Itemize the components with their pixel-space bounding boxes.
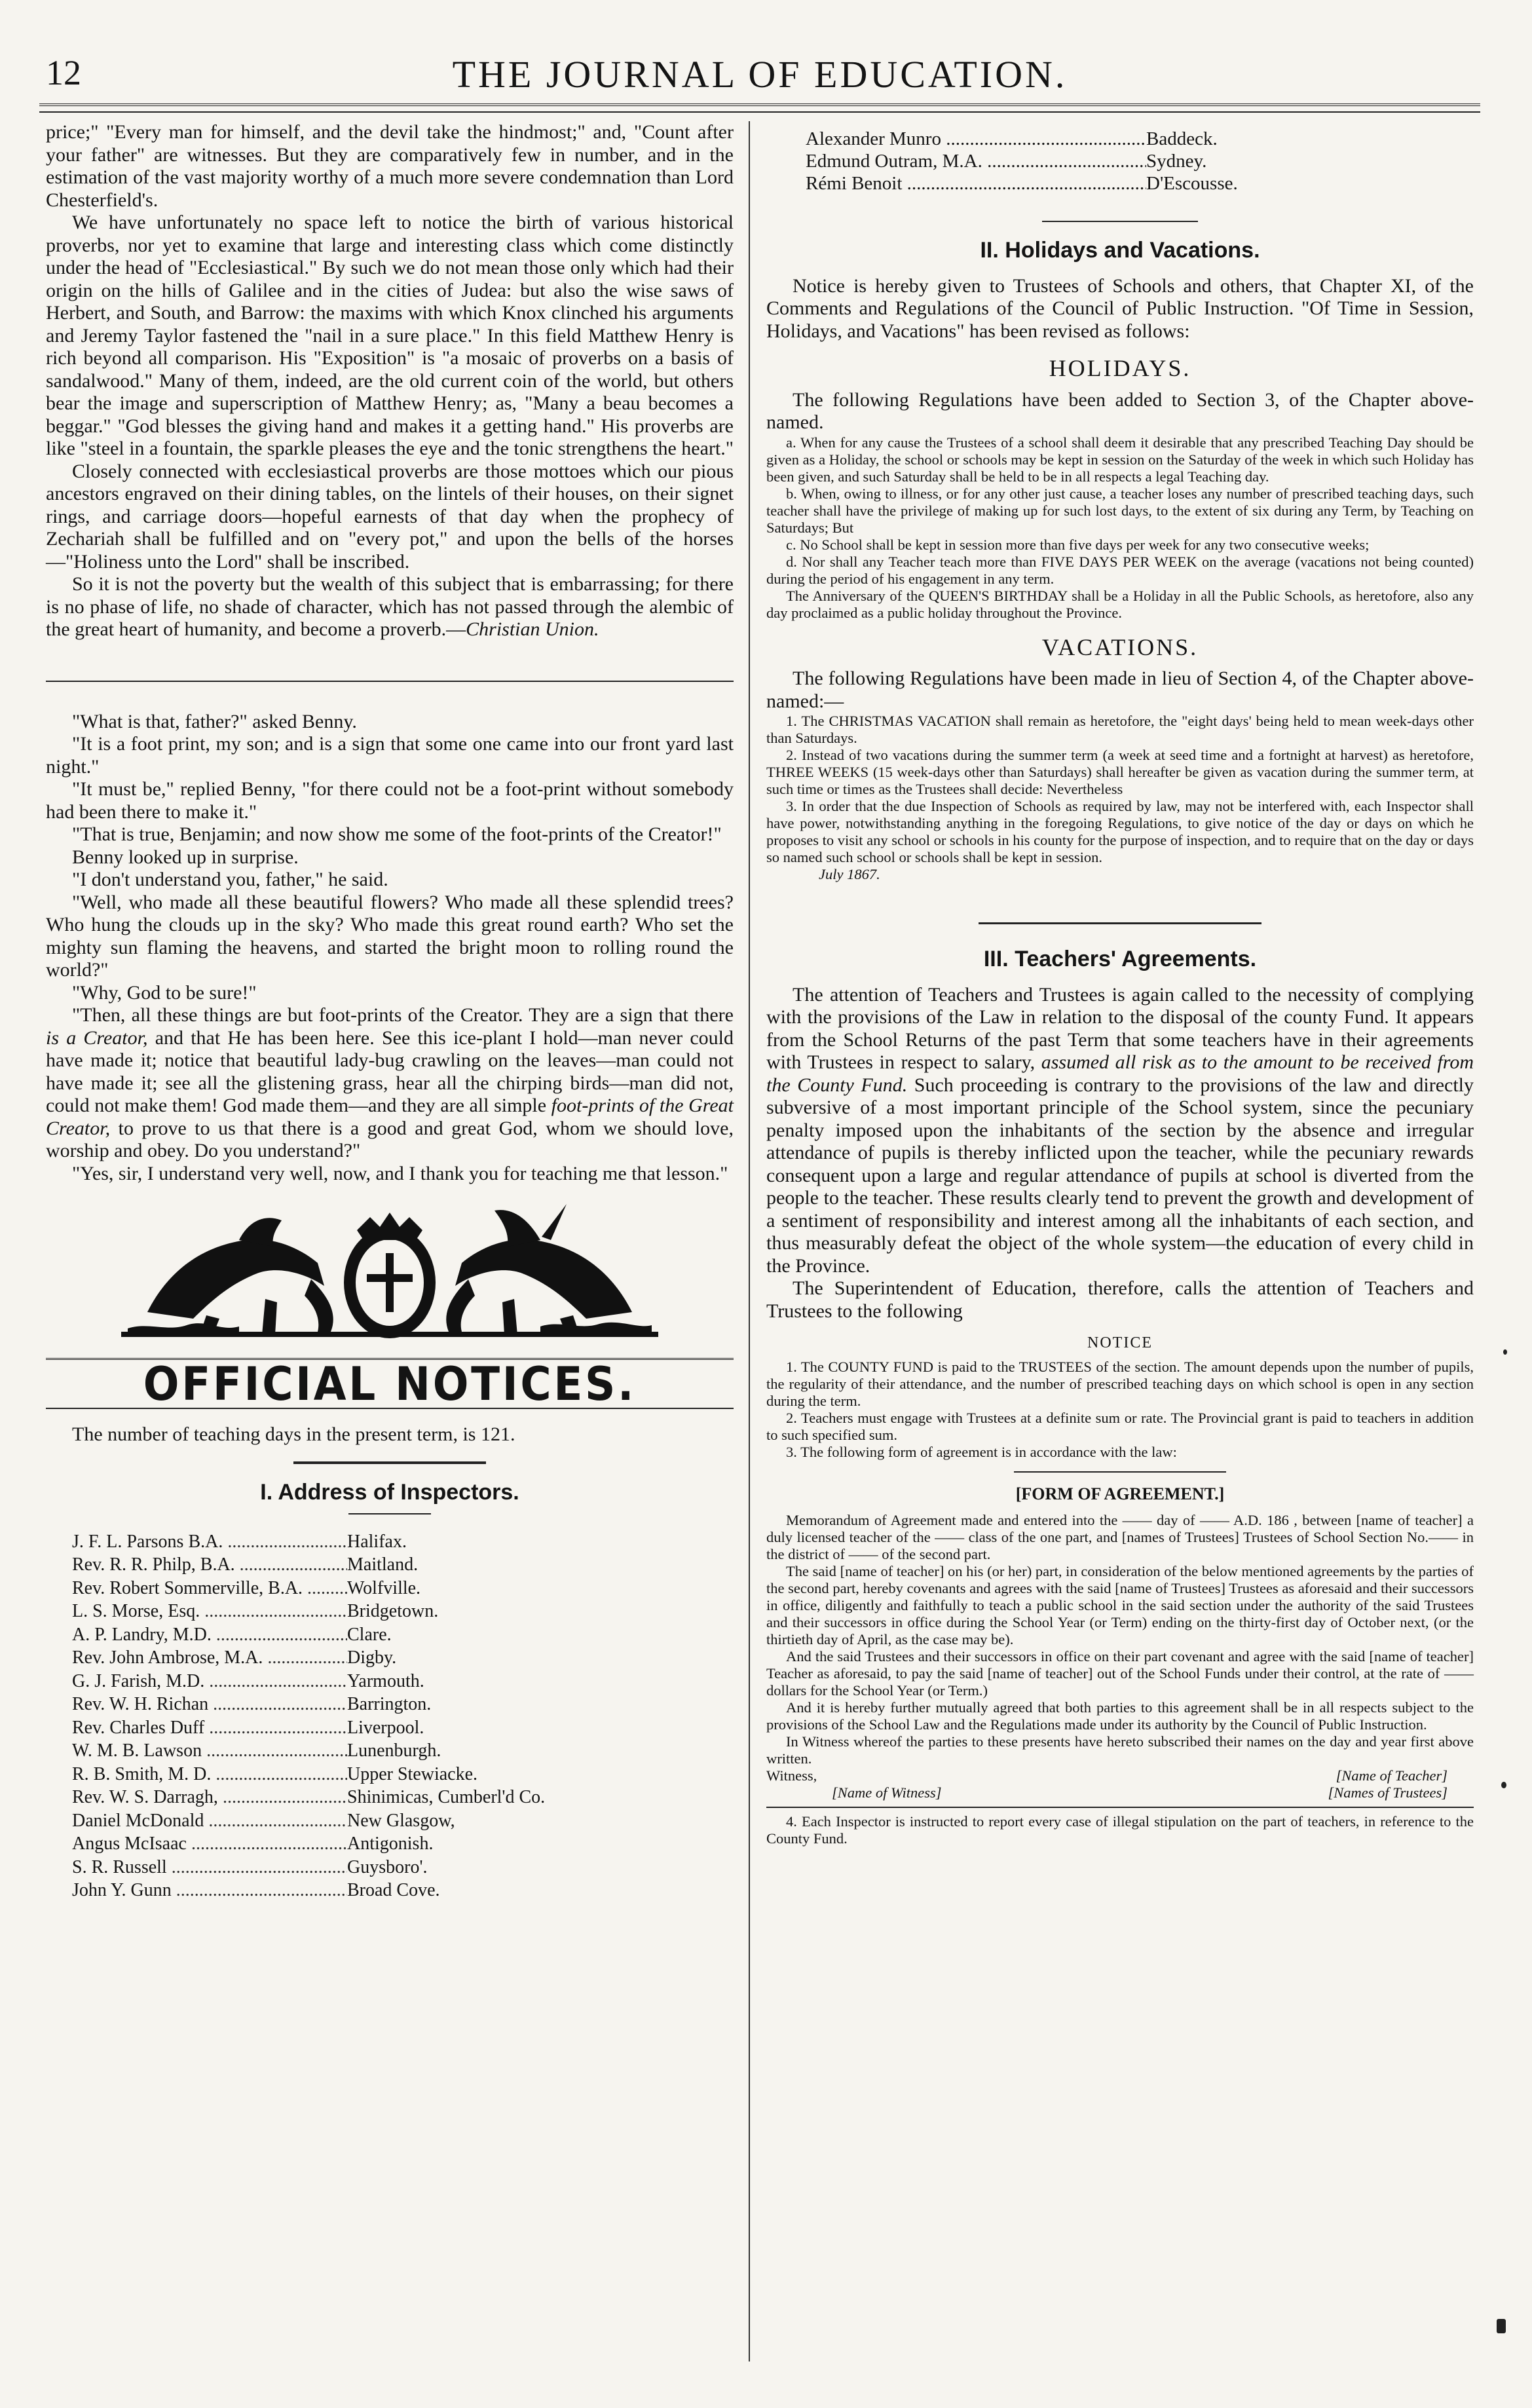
list-item xyxy=(72,1693,734,1716)
section-rule xyxy=(979,922,1261,924)
list-item xyxy=(72,1763,734,1786)
proverbs-paragraph-4 xyxy=(46,573,734,641)
list-item xyxy=(72,1577,734,1600)
inspector-place: Shinimicas, Cumberl'd Co. xyxy=(347,1787,546,1807)
inspector-place: Baddeck. xyxy=(1146,128,1218,149)
agreements-paragraph-2: The Superintendent of Education, therefore, calls the attention of Teachers and Trustees to the following xyxy=(766,1277,1474,1322)
form-paragraph: The said [name of teacher] on his (or her) part, in consideration of the below mentioned agreements by the parties of the second part, hereby covenants and agrees with the said [name of Trustees] Trustees as aforesaid and their successors in office, diligently and faithfully to teach a public school in the said section under the authority of the said Trustees and their successors in office during the School Year (or Term) ending on the thirty-first day of October next, (or the thirtieth day of April, as the case may be). xyxy=(766,1563,1474,1647)
story-text: "Then, all these things are but foot-prints of the Creator. They are a sign that there xyxy=(72,1004,734,1026)
inspector-place: Broad Cove. xyxy=(347,1880,440,1900)
proverbs-source: Christian Union. xyxy=(466,618,599,640)
print-speck xyxy=(1503,1349,1507,1355)
inspector-place: Bridgetown. xyxy=(347,1601,439,1621)
list-item xyxy=(72,1600,734,1623)
story-paragraph-10: "Yes, sir, I understand very well, now, and I thank you for teaching me that lesson." xyxy=(72,1162,728,1184)
vacations-subheading: VACATIONS. xyxy=(1041,633,1199,660)
inspector-name: Rev. Robert Sommerville, B.A. ..... xyxy=(72,1577,347,1600)
inspector-name: Rémi Benoit ..... xyxy=(806,172,1146,195)
print-speck xyxy=(1501,1782,1506,1788)
holidays-heading: II. Holidays and Vacations. xyxy=(980,238,1260,263)
proverbs-paragraph-3: Closely connected with ecclesiastical proverbs are those mottoes which our pious ancestors engraved on their dining tables, on the lintels of their houses, on their signet rings, and carriage doors—hopeful earnests of that day when the prophecy of Zechariah shall be fulfilled and on "every pot," and upon the bells of the horses—"Holiness unto the Lord" shall be inscribed. xyxy=(46,460,734,573)
inspector-name: Rev. R. R. Philp, B.A. ..... xyxy=(72,1553,347,1577)
holidays-item: c. No School shall be kept in session more than five days per week for any two consecutive weeks; xyxy=(786,536,1370,553)
teacher-signature: [Name of Teacher] xyxy=(1336,1767,1448,1784)
form-paragraph: And it is hereby further mutually agreed that both parties to this agreement shall be in all respects subject to the provisions of the School Law and the Regulations made under its authority by the Council of Public Instruction. xyxy=(766,1699,1474,1733)
story-paragraph-9 xyxy=(46,1004,734,1163)
inspector-name: Daniel McDonald ..... xyxy=(72,1809,347,1833)
inspector-place: Wolfville. xyxy=(347,1577,421,1598)
story-paragraph-5: Benny looked up in surprise. xyxy=(72,846,299,868)
official-notices-title: OFFICIAL NOTICES. xyxy=(143,1357,637,1411)
inspector-place: Guysboro'. xyxy=(347,1856,428,1877)
inspector-place: Antigonish. xyxy=(347,1834,434,1854)
inspector-place: Liverpool. xyxy=(347,1717,424,1738)
story-text: and that He has been here. See this ice-plant I hold—man never could have made it; notice that beautiful lady-bug crawling on the leaves—man could not have made it; see all the glistening grass, hear all the chirping birds—man did not, could not make them! God made them—and they are all simple xyxy=(46,1026,734,1116)
form-rule xyxy=(766,1807,1474,1808)
inspector-name: Edmund Outram, M.A. ..... xyxy=(806,150,1146,172)
holidays-subheading: HOLIDAYS. xyxy=(1049,355,1191,381)
inspector-name: Angus McIsaac ..... xyxy=(72,1832,347,1856)
section-rule xyxy=(46,681,734,682)
inspector-name: S. R. Russell ..... xyxy=(72,1856,347,1879)
list-item xyxy=(72,1530,734,1554)
holidays-item: The Anniversary of the QUEEN'S BIRTHDAY shall be a Holiday in all the Public Schools, as heretofore, also any day proclaimed as a public holiday throughout the Province. xyxy=(766,587,1474,621)
story-paragraph-4: "That is true, Benjamin; and now show me some of the foot-prints of the Creator!" xyxy=(72,823,722,845)
list-item xyxy=(72,1856,734,1879)
story-paragraph-1: "What is that, father?" asked Benny. xyxy=(72,710,357,732)
story-paragraph-6: "I don't understand you, father," he said. xyxy=(72,869,388,890)
inspector-place: Sydney. xyxy=(1146,151,1207,172)
vacations-regulations xyxy=(766,713,1474,883)
holidays-item: a. When for any cause the Trustees of a school shall deem it desirable that any prescribed Teaching Day should be given as a Holiday, the school or schools may be kept in session on the Saturday of the week in which such Holiday has been given, and such Saturday shall be held to be in all respects a legal Teaching day. xyxy=(766,434,1474,485)
inspector-place: New Glasgow, xyxy=(347,1810,455,1831)
header-rule xyxy=(39,103,1480,113)
inspector-name: Rev. W. S. Darragh, ..... xyxy=(72,1786,347,1809)
inspector-place: Upper Stewiacke. xyxy=(347,1763,478,1784)
inspector-place: Maitland. xyxy=(347,1554,419,1575)
left-column xyxy=(46,121,734,1902)
vacations-item: 2. Instead of two vacations during the summer term (a week at seed time and a fortnight at harvest) as heretofore, THREE WEEKS (15 week-days other than Saturdays) shall hereafter be given as vacation during the summer term, at such time or times as the Trustees shall decide: Nevertheless xyxy=(766,747,1474,797)
form-paragraph: Memorandum of Agreement made and entered into the —— day of —— A.D. 186 , between [name of teacher] a duly licensed teacher of the —— class of the one part, and [names of Trustees] Trustees of School Section No.—— in the district of —— of the second part. xyxy=(766,1512,1474,1562)
short-rule xyxy=(293,1461,486,1464)
signature-row xyxy=(766,1784,1474,1801)
short-rule xyxy=(1042,221,1198,222)
inspector-name: G. J. Farish, M.D. ..... xyxy=(72,1670,347,1693)
inspectors-list xyxy=(46,1530,734,1902)
witness-label: Witness, xyxy=(766,1767,817,1784)
notice-heading: NOTICE xyxy=(1087,1334,1153,1351)
notice-items xyxy=(766,1359,1474,1461)
holidays-item: b. When, owing to illness, or for any other just cause, a teacher loses any number of prescribed teaching days, such teacher shall have the privilege of making up for such lost days, to the extent of six during any Term, by Teaching on Saturdays; But xyxy=(766,485,1474,536)
list-item xyxy=(72,1786,734,1809)
short-rule xyxy=(348,1513,431,1514)
story-text: to prove to us that there is a good and great God, whom we should love, worship and obey. Do you understand?" xyxy=(46,1117,734,1161)
notice-item: 4. Each Inspector is instructed to report every case of illegal stipulation on the part of teachers, in reference to the County Fund. xyxy=(766,1813,1474,1847)
agreement-form xyxy=(766,1512,1474,1767)
signature-row xyxy=(766,1767,1474,1784)
list-item xyxy=(72,1623,734,1647)
inspector-place: Digby. xyxy=(347,1647,397,1668)
inspector-place: Barrington. xyxy=(347,1694,432,1714)
list-item xyxy=(72,1716,734,1740)
inspector-place: Lunenburgh. xyxy=(347,1740,441,1761)
vacations-paragraph: The following Regulations have been made in lieu of Section 4, of the Chapter above-named:— xyxy=(766,668,1474,712)
proverbs-paragraph-1: price;" "Every man for himself, and the devil take the hindmost;" and, "Count after your father" are witnesses. But they are comparatively few in number, and in the estimation of the vast majority worthy of a much more severe condemnation than Lord Chesterfield's. xyxy=(46,121,734,211)
notice-item: 3. The following form of agreement is in accordance with the law: xyxy=(786,1443,1177,1460)
column-divider xyxy=(749,121,750,2361)
list-item xyxy=(72,1553,734,1577)
agreements-text: The attention of Teachers and Trustees is again called to the necessity of complying with the provisions of the Law in relation to the disposal of the county Fund. It appears from the School Returns of the past Term that some teachers have in their agreements with Trustees in respect to salary, xyxy=(766,983,1474,1073)
notice-item: 2. Teachers must engage with Trustees at a definite sum or rate. The Provincial grant is paid to teachers in addition to such specified sum. xyxy=(766,1409,1474,1443)
inspectors-list-continued xyxy=(766,128,1474,195)
proverbs-paragraph-2: We have unfortunately no space left to notice the birth of various historical proverbs, nor yet to examine that large and interesting class which come distinctly under the head of "Ecclesiastical." By such we do not mean those only which had their origin on the hills of Galilee and in the cities of Judea: but also the wise saws of Herbert, and South, and Barrow: the maxims with which Knox clinched his arguments and Jeremy Taylor fastened the "nail in a sure place." In this field Matthew Henry is rich beyond all comparison. His "Exposition" is "a mosaic of proverbs on a basis of sandalwood." Many of them, indeed, are the old current coin of the world, but others bear the image and superscription of Matthew Henry; as, "Many a beau becomes a beggar." "God blesses the giving hand and makes it a getting hand." His proverbs are like "steel in a fountain, the sparkle pleases the eye and the tonic strengthens the heart." xyxy=(46,212,734,459)
holidays-intro: Notice is hereby given to Trustees of Schools and others, that Chapter XI, of the Comments and Regulations of the Council of Public Instruction. "Of Time in Session, Holidays, and Vacations" has been revised as follows: xyxy=(766,274,1474,342)
short-rule xyxy=(1014,1471,1226,1473)
list-item xyxy=(72,1739,734,1763)
coat-of-arms-ornament-icon xyxy=(108,1201,671,1345)
list-item xyxy=(806,150,1474,172)
list-item xyxy=(72,1670,734,1693)
inspector-place: D'Escousse. xyxy=(1146,173,1238,194)
proverbs-paragraph-4-text: So it is not the poverty but the wealth of this subject that is embarrassing; for there is no phase of life, no shade of character, which has not passed through the alembic of the great heart of humanity, and become a proverb.— xyxy=(46,573,734,640)
inspector-name: Rev. W. H. Richan ..... xyxy=(72,1693,347,1716)
inspector-name: L. S. Morse, Esq. ..... xyxy=(72,1600,347,1623)
journal-title: THE JOURNAL OF EDUCATION. xyxy=(452,53,1068,96)
inspector-name: Alexander Munro ..... xyxy=(806,128,1146,150)
form-paragraph: In Witness whereof the parties to these presents have hereto subscribed their names on the day and year first above written. xyxy=(766,1733,1474,1767)
page-number: 12 xyxy=(46,53,81,92)
notice-item: 1. The COUNTY FUND is paid to the TRUSTEES of the section. The amount depends upon the number of pupils, the regularity of their attendance, and the number of prescribed teaching days on which school is open in any section during the term. xyxy=(766,1358,1474,1409)
inspector-name: A. P. Landry, M.D. ..... xyxy=(72,1623,347,1647)
inspectors-heading: I. Address of Inspectors. xyxy=(260,1480,519,1505)
journal-page xyxy=(39,52,1480,2384)
print-speck xyxy=(1497,2319,1506,2333)
inspector-name: J. F. L. Parsons B.A. ..... xyxy=(72,1530,347,1554)
agreements-text: Such proceeding is contrary to the provisions of the law and directly subversive of a most important principle of the School system, since the pecuniary penalty imposed upon the inhabitants of the section by the absence and irregular attendance of pupils is thereby inflicted upon the teacher, while the pecuniary rewards consequent upon a large and regular attendance of pupils at school is diverted from the people to the teacher. These results clearly tend to prevent the growth and development of a sentiment of responsibility and interest among all the inhabitants of each section, and thus measurably defeat the object of the whole system—the education of every child in the Province. xyxy=(766,1074,1474,1277)
agreements-emphasis: assumed all risk as to the amount to be received from the County Fund. xyxy=(766,1051,1474,1096)
agreements-heading: III. Teachers' Agreements. xyxy=(983,947,1257,971)
holidays-item: d. Nor shall any Teacher teach more than FIVE DAYS PER WEEK on the average (vacations not being counted) during the period of his engagement in any term. xyxy=(766,553,1474,587)
story-paragraph-7: "Well, who made all these beautiful flowers? Who made all these splendid trees? Who hung the clouds up in the sky? Who made this great round earth? Who set the mighty sun flaming the heavens, and started the bright moon to rolling round the world?" xyxy=(46,891,734,981)
final-instruction xyxy=(766,1813,1474,1847)
inspector-place: Halifax. xyxy=(347,1531,407,1552)
story-paragraph-8: "Why, God to be sure!" xyxy=(72,981,257,1004)
story-emphasis: foot-prints of the Great Creator, xyxy=(46,1095,734,1139)
list-item xyxy=(806,128,1474,150)
inspector-place: Clare. xyxy=(347,1624,392,1645)
vacations-date: July 1867. xyxy=(819,866,880,882)
trustees-signature: [Names of Trustees] xyxy=(1328,1784,1448,1801)
list-item xyxy=(806,172,1474,195)
holidays-regulations xyxy=(766,434,1474,622)
vacations-item: 3. In order that the due Inspection of Schools as required by law, may not be interfered with, each Inspector shall have power, notwithstanding anything in the foregoing Regulations, to give notice of the day or days on which he proposes to visit any school or schools in his county for the purpose of inspection, and to require that on the day or days so named such school or schools shall be kept in session. xyxy=(766,798,1474,865)
list-item xyxy=(72,1879,734,1902)
teaching-days-notice: The number of teaching days in the present term, is 121. xyxy=(72,1423,515,1445)
right-column xyxy=(766,121,1474,1847)
vacations-item: 1. The CHRISTMAS VACATION shall remain as heretofore, the "eight days' being held to mean week-days other than Saturdays. xyxy=(766,713,1474,746)
story-paragraph-2: "It is a foot print, my son; and is a sign that some one came into our front yard last night." xyxy=(46,733,734,778)
inspector-name: R. B. Smith, M. D. ..... xyxy=(72,1763,347,1786)
inspector-name: John Y. Gunn ..... xyxy=(72,1879,347,1902)
agreements-paragraph-1 xyxy=(766,984,1474,1278)
inspector-place: Yarmouth. xyxy=(347,1670,424,1691)
inspector-name: Rev. Charles Duff ..... xyxy=(72,1716,347,1740)
list-item xyxy=(72,1809,734,1833)
form-paragraph: And the said Trustees and their successors in office on their part covenant and agree with the said [name of teacher] Teacher as aforesaid, to pay the said [name of teacher] out of the School Funds under their control, at the rate of —— dollars for the School Year (or Term.) xyxy=(766,1648,1474,1699)
inspector-name: Rev. John Ambrose, M.A. ..... xyxy=(72,1646,347,1670)
inspector-name: W. M. B. Lawson ..... xyxy=(72,1739,347,1763)
list-item xyxy=(72,1832,734,1856)
form-heading: [FORM OF AGREEMENT.] xyxy=(1015,1484,1225,1503)
story-emphasis: is a Creator, xyxy=(46,1026,148,1049)
story-paragraph-3: "It must be," replied Benny, "for there could not be a foot-print without somebody had been there to make it." xyxy=(46,778,734,823)
witness-name: [Name of Witness] xyxy=(832,1784,942,1801)
list-item xyxy=(72,1646,734,1670)
holidays-paragraph: The following Regulations have been added to Section 3, of the Chapter above-named. xyxy=(766,388,1474,433)
